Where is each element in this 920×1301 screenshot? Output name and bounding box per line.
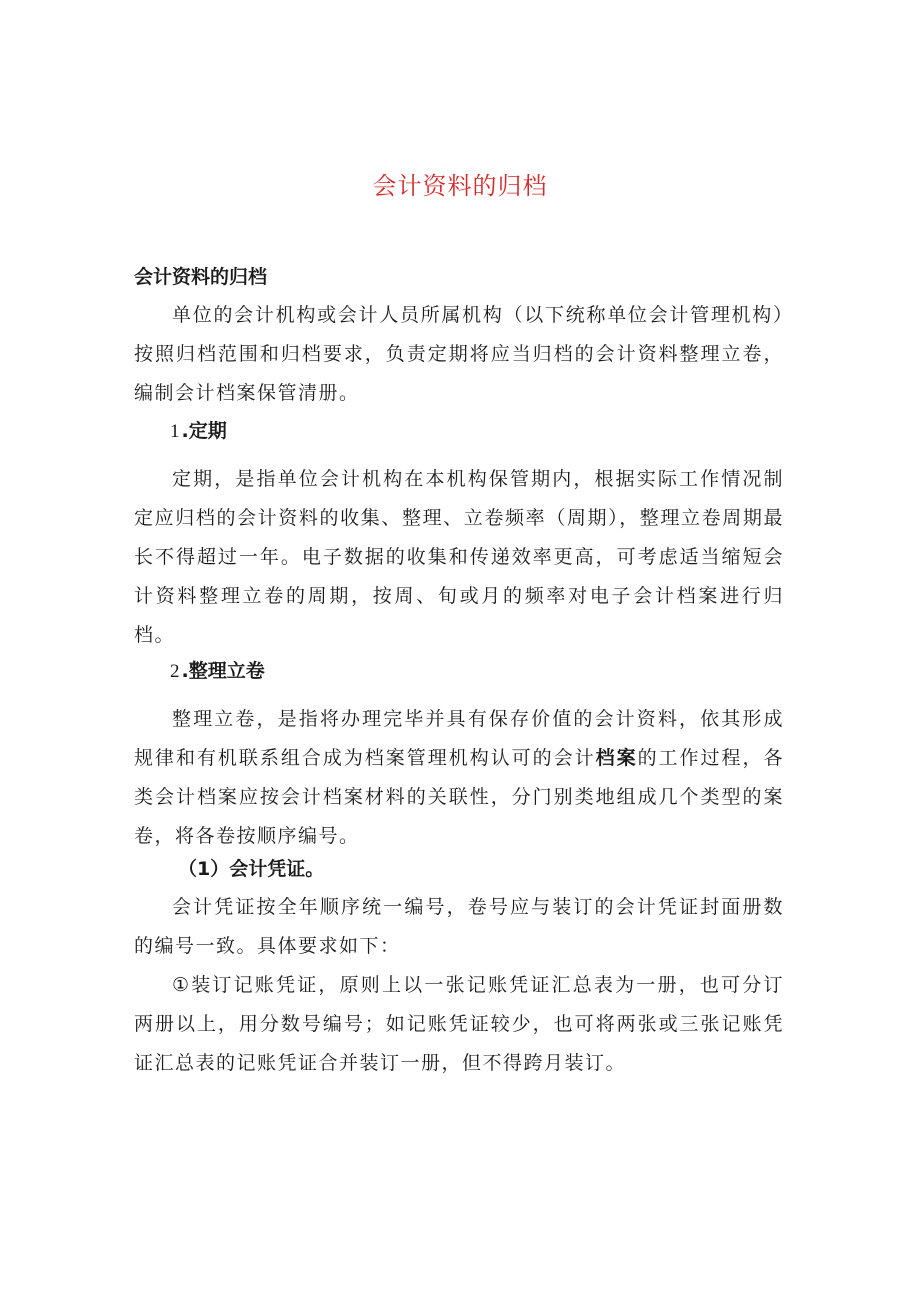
- item1-paragraph: 定期，是指单位会计机构在本机构保管期内，根据实际工作情况制定应归档的会计资料的收集、整理、立卷频率（周期），整理立卷周期最长不得超过一年。电子数据的收集和传递效率更高，可考虑适当缩短会计资料整理立卷的周期，按周、旬或月的频率对电子会计档案进行归档。: [134, 468, 784, 646]
- section-heading: 会计资料的归档: [134, 266, 268, 288]
- sub1-label: 会计凭证。: [229, 858, 325, 880]
- item2-label: .整理立卷: [181, 660, 265, 682]
- intro-paragraph: 单位的会计机构或会计人员所属机构（以下统称单位会计管理机构）按照归档范围和归档要求，负责定期将应当归档的会计资料整理立卷，编制会计档案保管清册。: [134, 304, 784, 404]
- document-title: 会计资料的归档: [372, 172, 548, 200]
- sub1-number: （1）: [178, 858, 230, 880]
- item2-body-after: 的工作过程，各类会计档案应按会计档案材料的关联性，分门别类地组成几个类型的案卷，将各卷按顺序编号。: [134, 747, 784, 847]
- item1-heading: [170, 416, 227, 447]
- item2-body-before: 整理立卷，是指将办理完毕并具有保存价值的会计资料，依其形成规律和有机联系组合成为档案管理机构认可的会计: [134, 708, 784, 769]
- item2-heading: [170, 656, 265, 687]
- item1-label: .定期: [181, 420, 227, 442]
- item1-number: 1: [170, 421, 180, 442]
- sub1-point1-paragraph: ①装订记账凭证，原则上以一张记账凭证汇总表为一册，也可分订两册以上，用分数号编号；如记账凭证较少，也可将两张或三张记账凭证汇总表的记账凭证合并装订一册，但不得跨月装订。: [134, 974, 784, 1074]
- item2-number: 2: [170, 661, 180, 682]
- item2-body-bold: 档案: [595, 747, 638, 769]
- sub1-heading: [178, 854, 324, 884]
- item2-paragraph: [134, 700, 784, 856]
- sub1-paragraph: 会计凭证按全年顺序统一编号，卷号应与装订的会计凭证封面册数的编号一致。具体要求如下：: [134, 896, 784, 957]
